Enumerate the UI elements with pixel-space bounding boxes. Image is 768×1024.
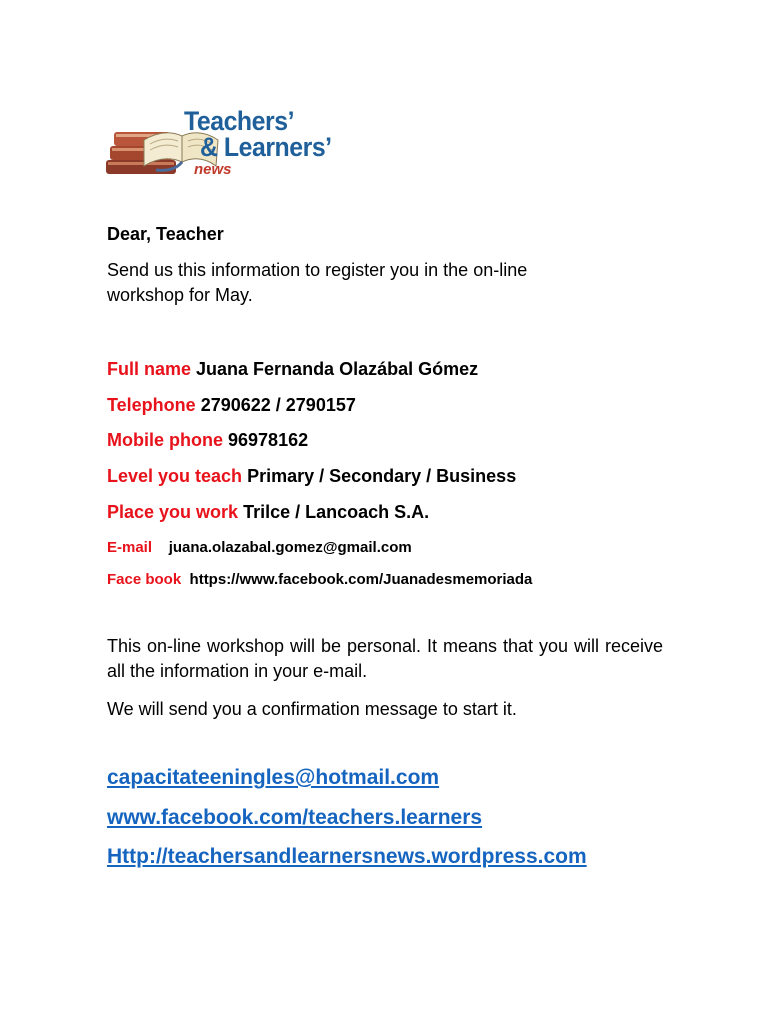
field-value: Juana Fernanda Olazábal Gómez [196,359,479,379]
intro-text [107,258,527,308]
field-place-you-work [107,500,429,524]
field-label: Face book [107,571,182,588]
email-link[interactable]: capacitateeningles@hotmail.com [107,766,440,789]
field-value: Trilce / Lancoach S.A. [243,502,430,522]
field-mobile-phone [107,428,308,452]
logo-title-learners: & Learners’ [200,132,332,162]
teachers-learners-news-logo [104,104,354,188]
field-label: Telephone [107,395,196,415]
intro-line-2: workshop for May. [107,285,253,305]
field-label: Level you teach [107,466,243,486]
field-full-name [107,357,478,381]
facebook-page-link[interactable]: www.facebook.com/teachers.learners [107,806,483,829]
field-value: 96978162 [228,430,309,450]
logo-title-news: news [194,161,232,178]
field-label: Full name [107,359,192,379]
field-label: E-mail [107,539,153,556]
field-label: Place you work [107,502,239,522]
field-value: 2790622 / 2790157 [200,395,356,415]
field-email [107,536,412,560]
field-label: Mobile phone [107,430,223,450]
field-facebook [107,568,532,592]
greeting: Dear, Teacher [107,224,224,244]
field-level-you-teach [107,464,516,488]
intro-line-1: Send us this information to register you in the on-line [107,260,528,280]
field-value: https://www.facebook.com/Juanadesmemoriada [189,571,533,588]
personal-workshop-paragraph: This on-line workshop will be personal. It means that you will receive all the information in your e-mail. [107,636,663,681]
field-telephone [107,393,356,417]
confirmation-paragraph: We will send you a confirmation message to start it. [107,699,517,719]
field-value: juana.olazabal.gomez@gmail.com [168,539,412,556]
wordpress-blog-link[interactable]: Http://teachersandlearnersnews.wordpress.com [107,845,587,868]
field-value: Primary / Secondary / Business [247,466,517,486]
logo-title-teachers: Teachers’ [184,106,295,136]
